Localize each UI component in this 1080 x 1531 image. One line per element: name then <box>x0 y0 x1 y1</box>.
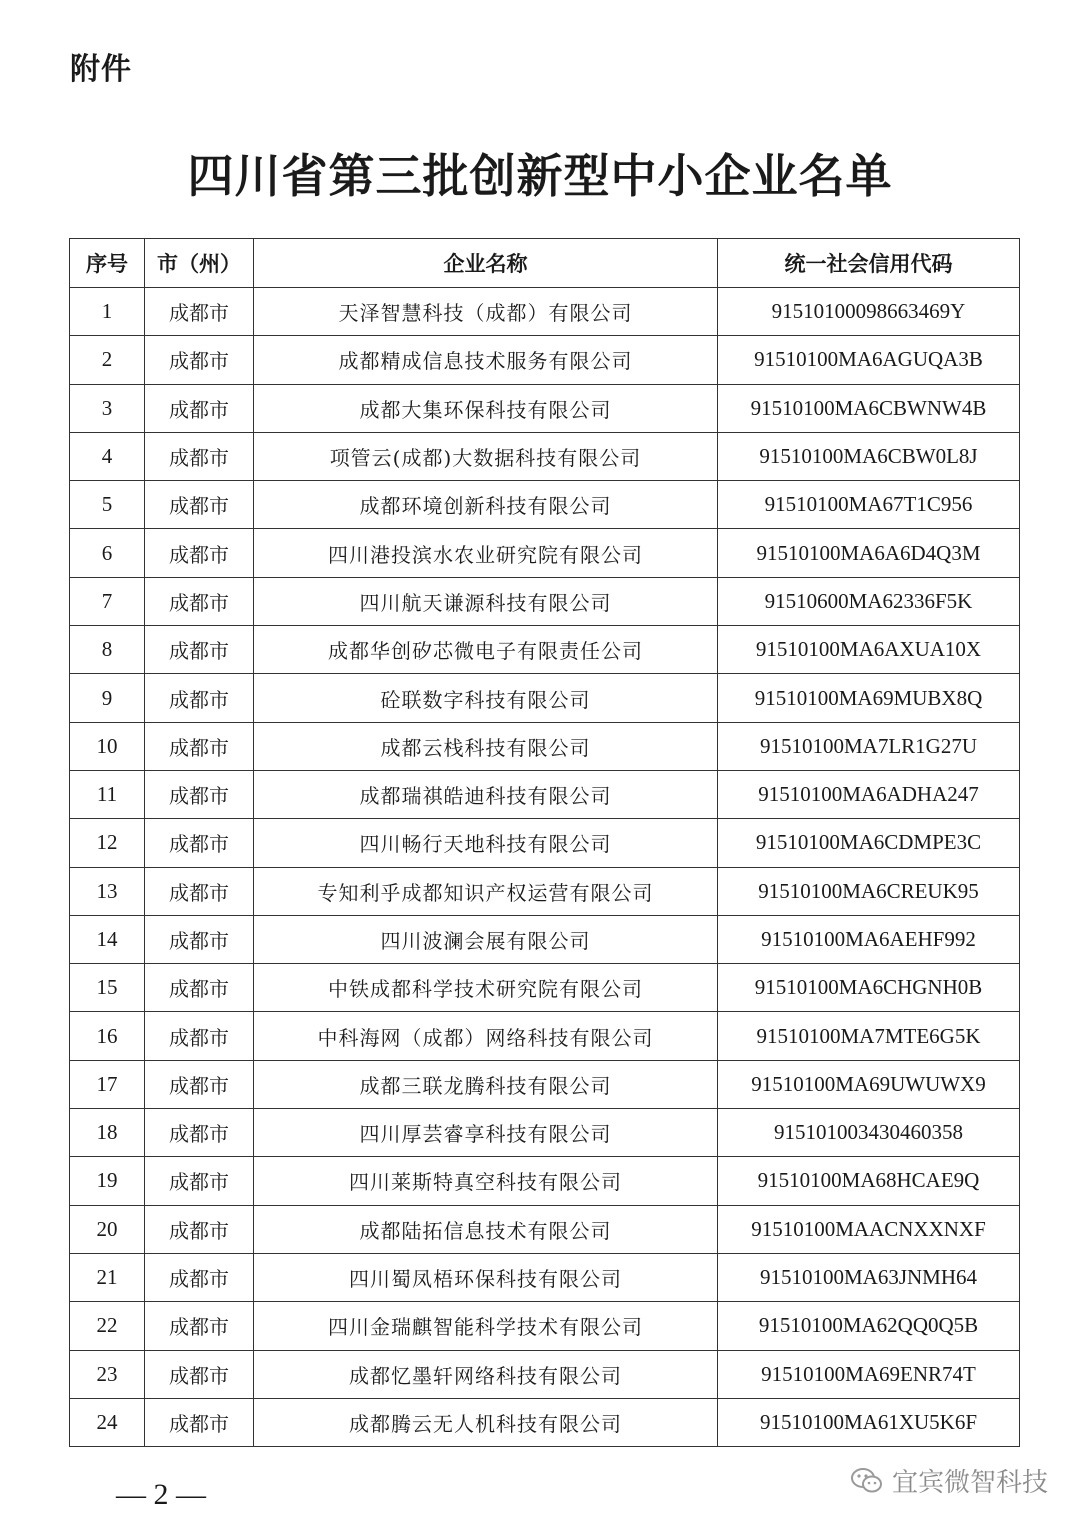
row-company-name: 四川航天谦源科技有限公司 <box>254 577 718 625</box>
header-credit-code: 统一社会信用代码 <box>718 239 1020 288</box>
row-credit-code: 91510100MA63JNMH64 <box>718 1253 1020 1301</box>
row-company-name: 成都陆拓信息技术有限公司 <box>254 1205 718 1253</box>
row-serial: 1 <box>70 288 145 336</box>
row-city: 成都市 <box>145 964 254 1012</box>
row-serial: 5 <box>70 481 145 529</box>
row-city: 成都市 <box>145 1350 254 1398</box>
row-company-name: 中科海网（成都）网络科技有限公司 <box>254 1012 718 1060</box>
row-city: 成都市 <box>145 626 254 674</box>
row-serial: 14 <box>70 915 145 963</box>
table-row <box>70 1398 1020 1446</box>
row-company-name: 四川畅行天地科技有限公司 <box>254 819 718 867</box>
table-row <box>70 1253 1020 1301</box>
row-credit-code: 91510100098663469Y <box>718 288 1020 336</box>
watermark-text: 宜宾微智科技 <box>891 1468 1048 1498</box>
watermark <box>850 1462 1048 1499</box>
row-serial: 6 <box>70 529 145 577</box>
row-credit-code: 91510100MA6AEHF992 <box>718 915 1020 963</box>
row-serial: 9 <box>70 674 145 722</box>
row-credit-code: 91510100MA6CBW0L8J <box>718 432 1020 480</box>
row-city: 成都市 <box>145 481 254 529</box>
table-row <box>70 626 1020 674</box>
row-company-name: 成都腾云无人机科技有限公司 <box>254 1398 718 1446</box>
row-company-name: 成都云栈科技有限公司 <box>254 722 718 770</box>
row-serial: 23 <box>70 1350 145 1398</box>
row-credit-code: 91510100MA69MUBX8Q <box>718 674 1020 722</box>
page-title: 四川省第三批创新型中小企业名单 <box>187 149 893 203</box>
row-credit-code: 91510100MA62QQ0Q5B <box>718 1302 1020 1350</box>
enterprise-table <box>69 238 1020 1447</box>
row-company-name: 四川港投滨水农业研究院有限公司 <box>254 529 718 577</box>
row-serial: 12 <box>70 819 145 867</box>
row-company-name: 天泽智慧科技（成都）有限公司 <box>254 288 718 336</box>
row-company-name: 成都华创矽芯微电子有限责任公司 <box>254 626 718 674</box>
row-city: 成都市 <box>145 819 254 867</box>
table-row <box>70 1060 1020 1108</box>
row-credit-code: 91510600MA62336F5K <box>718 577 1020 625</box>
row-city: 成都市 <box>145 1109 254 1157</box>
table-row <box>70 1157 1020 1205</box>
row-company-name: 中铁成都科学技术研究院有限公司 <box>254 964 718 1012</box>
row-city: 成都市 <box>145 1157 254 1205</box>
row-credit-code: 91510100MAACNXXNXF <box>718 1205 1020 1253</box>
table-row <box>70 1205 1020 1253</box>
table-row <box>70 770 1020 818</box>
table-row <box>70 674 1020 722</box>
table-row <box>70 384 1020 432</box>
row-credit-code: 915101003430460358 <box>718 1109 1020 1157</box>
row-city: 成都市 <box>145 577 254 625</box>
table-body <box>70 288 1020 1447</box>
header-company-name: 企业名称 <box>254 239 718 288</box>
row-serial: 10 <box>70 722 145 770</box>
wechat-icon <box>850 1466 884 1496</box>
table-header-row <box>70 239 1020 288</box>
table-row <box>70 819 1020 867</box>
row-credit-code: 91510100MA61XU5K6F <box>718 1398 1020 1446</box>
row-company-name: 四川蜀凤梧环保科技有限公司 <box>254 1253 718 1301</box>
row-city: 成都市 <box>145 770 254 818</box>
row-company-name: 四川金瑞麒智能科学技术有限公司 <box>254 1302 718 1350</box>
row-serial: 19 <box>70 1157 145 1205</box>
row-serial: 2 <box>70 336 145 384</box>
table-row <box>70 336 1020 384</box>
row-serial: 21 <box>70 1253 145 1301</box>
row-serial: 13 <box>70 867 145 915</box>
row-serial: 3 <box>70 384 145 432</box>
row-credit-code: 91510100MA67T1C956 <box>718 481 1020 529</box>
row-credit-code: 91510100MA6ADHA247 <box>718 770 1020 818</box>
row-company-name: 成都环境创新科技有限公司 <box>254 481 718 529</box>
table-row <box>70 432 1020 480</box>
row-company-name: 成都精成信息技术服务有限公司 <box>254 336 718 384</box>
table-row <box>70 288 1020 336</box>
row-serial: 20 <box>70 1205 145 1253</box>
table-row <box>70 1302 1020 1350</box>
table-row <box>70 529 1020 577</box>
header-city: 市（州） <box>145 239 254 288</box>
row-company-name: 成都三联龙腾科技有限公司 <box>254 1060 718 1108</box>
row-city: 成都市 <box>145 1060 254 1108</box>
row-company-name: 四川波澜会展有限公司 <box>254 915 718 963</box>
row-serial: 11 <box>70 770 145 818</box>
row-credit-code: 91510100MA6CHGNH0B <box>718 964 1020 1012</box>
row-serial: 18 <box>70 1109 145 1157</box>
table-row <box>70 867 1020 915</box>
row-city: 成都市 <box>145 674 254 722</box>
row-serial: 4 <box>70 432 145 480</box>
row-serial: 22 <box>70 1302 145 1350</box>
table-row <box>70 1012 1020 1060</box>
row-credit-code: 91510100MA6A6D4Q3M <box>718 529 1020 577</box>
row-credit-code: 91510100MA6AXUA10X <box>718 626 1020 674</box>
row-serial: 24 <box>70 1398 145 1446</box>
row-city: 成都市 <box>145 1205 254 1253</box>
table-row <box>70 964 1020 1012</box>
row-company-name: 成都瑞祺皓迪科技有限公司 <box>254 770 718 818</box>
row-serial: 15 <box>70 964 145 1012</box>
row-city: 成都市 <box>145 432 254 480</box>
row-credit-code: 91510100MA69ENR74T <box>718 1350 1020 1398</box>
page-number: — 2 — <box>116 1478 206 1511</box>
row-company-name: 四川莱斯特真空科技有限公司 <box>254 1157 718 1205</box>
row-city: 成都市 <box>145 1302 254 1350</box>
row-credit-code: 91510100MA68HCAE9Q <box>718 1157 1020 1205</box>
table-row <box>70 1350 1020 1398</box>
row-city: 成都市 <box>145 529 254 577</box>
row-city: 成都市 <box>145 1012 254 1060</box>
row-city: 成都市 <box>145 1253 254 1301</box>
row-credit-code: 91510100MA6CDMPE3C <box>718 819 1020 867</box>
table-row <box>70 577 1020 625</box>
row-city: 成都市 <box>145 915 254 963</box>
row-company-name: 砼联数字科技有限公司 <box>254 674 718 722</box>
row-credit-code: 91510100MA6CBWNW4B <box>718 384 1020 432</box>
row-company-name: 成都忆墨轩网络科技有限公司 <box>254 1350 718 1398</box>
row-serial: 16 <box>70 1012 145 1060</box>
row-credit-code: 91510100MA7MTE6G5K <box>718 1012 1020 1060</box>
row-city: 成都市 <box>145 384 254 432</box>
row-city: 成都市 <box>145 336 254 384</box>
row-credit-code: 91510100MA6CREUK95 <box>718 867 1020 915</box>
row-city: 成都市 <box>145 867 254 915</box>
row-city: 成都市 <box>145 288 254 336</box>
table-row <box>70 915 1020 963</box>
row-city: 成都市 <box>145 1398 254 1446</box>
row-credit-code: 91510100MA7LR1G27U <box>718 722 1020 770</box>
row-serial: 17 <box>70 1060 145 1108</box>
row-company-name: 四川厚芸睿享科技有限公司 <box>254 1109 718 1157</box>
row-city: 成都市 <box>145 722 254 770</box>
attachment-label: 附件 <box>70 52 132 87</box>
row-serial: 7 <box>70 577 145 625</box>
row-serial: 8 <box>70 626 145 674</box>
row-company-name: 成都大集环保科技有限公司 <box>254 384 718 432</box>
row-credit-code: 91510100MA69UWUWX9 <box>718 1060 1020 1108</box>
header-serial: 序号 <box>70 239 145 288</box>
table-row <box>70 1109 1020 1157</box>
table-row <box>70 722 1020 770</box>
row-credit-code: 91510100MA6AGUQA3B <box>718 336 1020 384</box>
row-company-name: 专知利乎成都知识产权运营有限公司 <box>254 867 718 915</box>
table-row <box>70 481 1020 529</box>
row-company-name: 项管云(成都)大数据科技有限公司 <box>254 432 718 480</box>
